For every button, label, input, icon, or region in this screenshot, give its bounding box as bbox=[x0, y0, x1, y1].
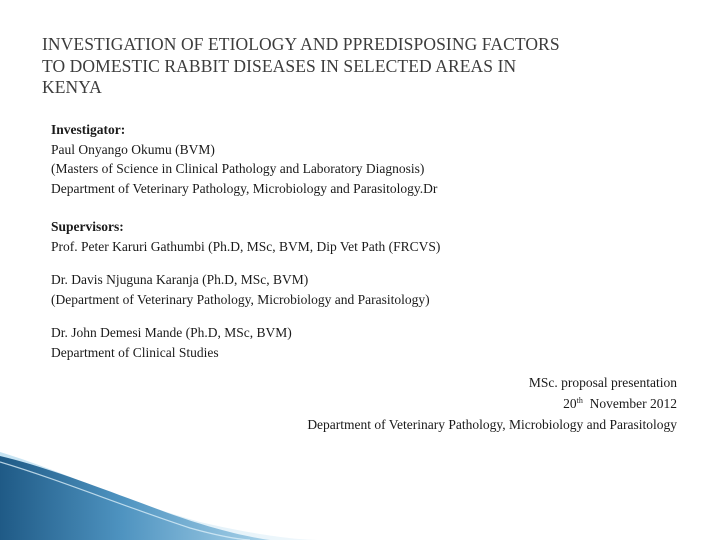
supervisor-2-name: Dr. Davis Njuguna Karanja (Ph.D, MSc, BVM) bbox=[51, 272, 309, 287]
title-line-2: TO DOMESTIC RABBIT DISEASES IN SELECTED AREAS IN bbox=[42, 55, 517, 76]
investigator-name: Paul Onyango Okumu (BVM) bbox=[51, 141, 215, 157]
title-line-3: KENYA bbox=[42, 77, 102, 97]
wave-highlight-line bbox=[0, 462, 250, 540]
title-line-1: INVESTIGATION OF ETIOLOGY AND PPREDISPOSING FACTORS bbox=[42, 34, 560, 54]
spacer bbox=[51, 256, 691, 270]
date-suffix: th bbox=[576, 396, 583, 405]
slide-body bbox=[51, 120, 691, 362]
date-rest: November 2012 bbox=[582, 396, 677, 411]
investigator-heading: Investigator: bbox=[51, 122, 126, 137]
supervisor-3-department: Department of Clinical Studies bbox=[51, 344, 219, 360]
supervisors-section bbox=[51, 217, 691, 362]
spacer bbox=[51, 309, 691, 323]
presentation-department: Department of Veterinary Pathology, Microbiology and Parasitology bbox=[307, 417, 677, 432]
supervisor-2-department: (Department of Veterinary Pathology, Microbiology and Parasitology) bbox=[51, 291, 430, 307]
wave-light-layer bbox=[0, 452, 320, 540]
supervisor-1: Prof. Peter Karuri Gathumbi (Ph.D, MSc, BVM, Dip Vet Path (FRCVS) bbox=[51, 238, 441, 254]
supervisors-heading: Supervisors: bbox=[51, 219, 124, 234]
presentation-footer bbox=[307, 372, 677, 435]
investigator-degree: (Masters of Science in Clinical Pathology and Laboratory Diagnosis) bbox=[51, 161, 425, 176]
supervisor-3-name: Dr. John Demesi Mande (Ph.D, MSc, BVM) bbox=[51, 325, 292, 340]
date-day: 20 bbox=[563, 396, 577, 411]
slide-title bbox=[42, 34, 692, 99]
wave-main-layer bbox=[0, 456, 270, 540]
presentation-date bbox=[307, 393, 677, 414]
investigator-department: Department of Veterinary Pathology, Microbiology and Parasitology.Dr bbox=[51, 180, 438, 196]
spacer bbox=[51, 198, 691, 217]
presentation-label: MSc. proposal presentation bbox=[528, 375, 677, 390]
investigator-section bbox=[51, 120, 691, 198]
